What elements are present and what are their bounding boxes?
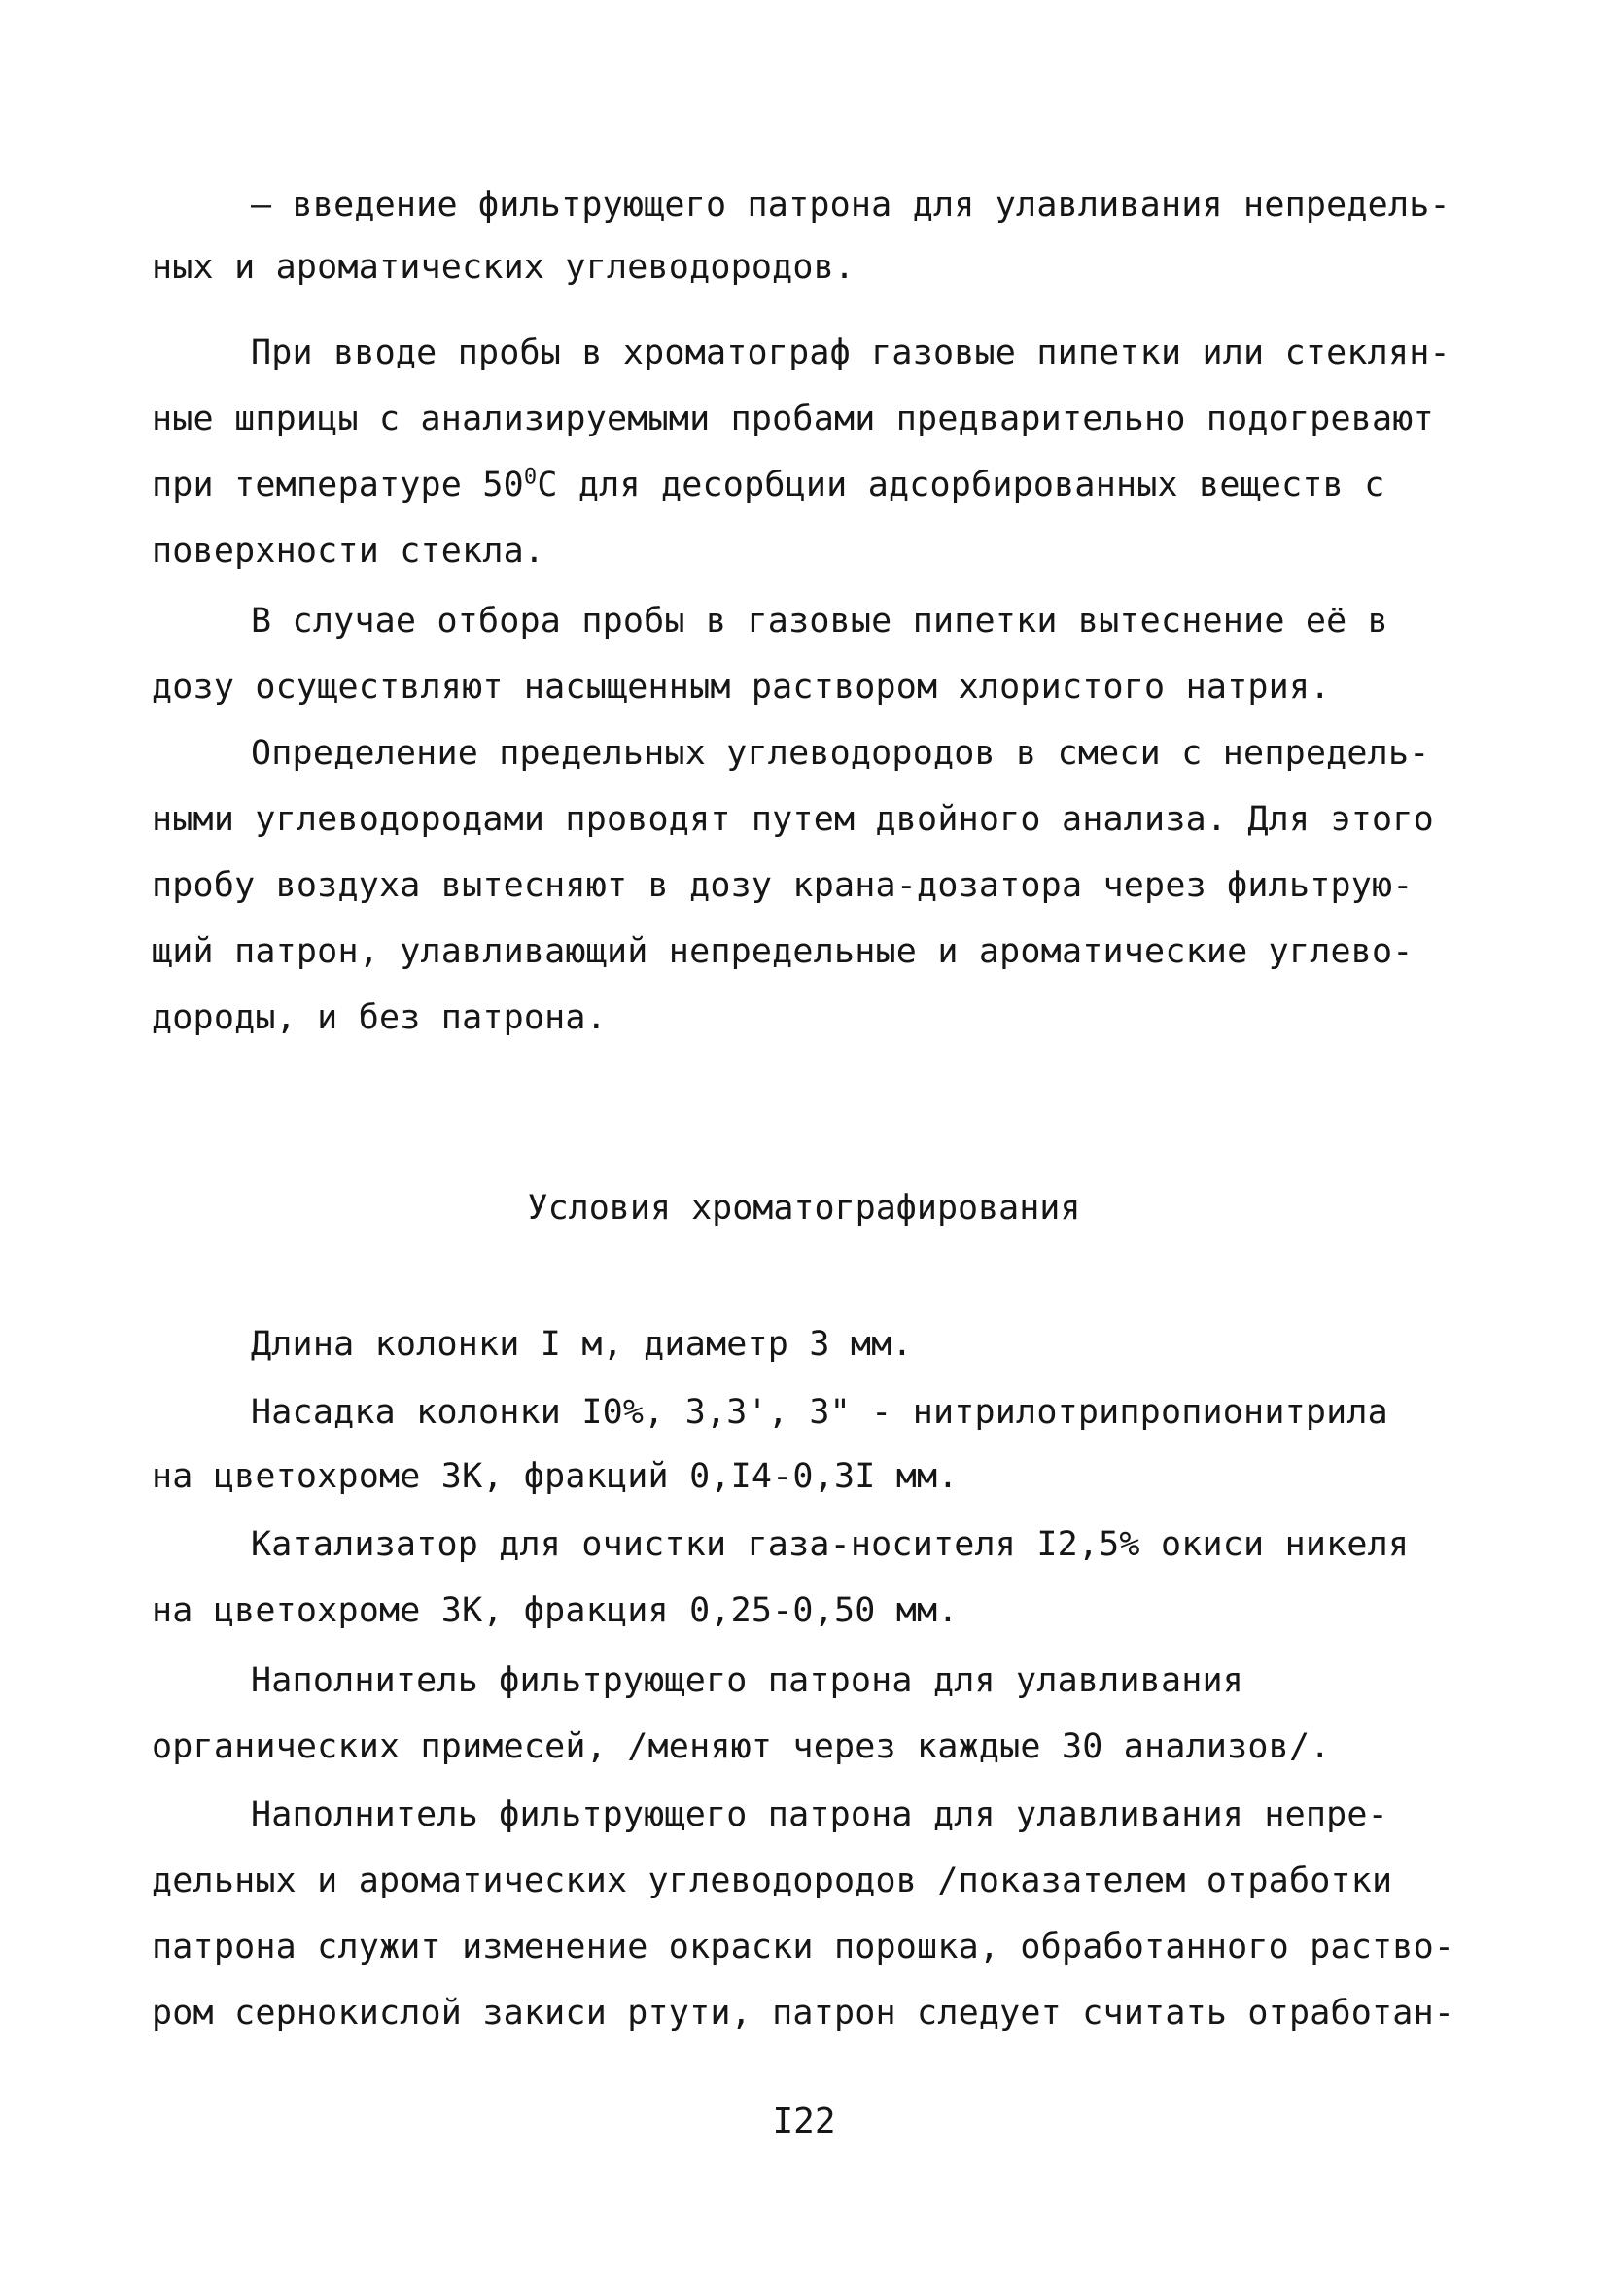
text-line: ных и ароматических углеводородов. xyxy=(152,248,856,287)
text-line-part: при температуре 50 xyxy=(152,466,524,504)
text-line: пробу воздуха вытесняют в дозу крана-дозатора через фильтрую- xyxy=(152,866,1414,905)
text-line: Насадка колонки I0%, 3,3', 3" - нитрилотрипропионитрила xyxy=(251,1393,1388,1432)
text-line-part: С для десорбции адсорбированных веществ с xyxy=(537,466,1385,504)
text-line: щий патрон, улавливающий непредельные и ароматические углево- xyxy=(152,932,1414,971)
text-line: ные шприцы с анализируемыми пробами предварительно подогревают xyxy=(152,400,1434,438)
text-line: на цветохроме 3К, фракция 0,25-0,50 мм. xyxy=(152,1591,959,1630)
degree-superscript: 0 xyxy=(523,465,538,490)
text-line: ром сернокислой закиси ртути, патрон следует считать отработан- xyxy=(152,1994,1455,2033)
text-line: При вводе пробы в хроматограф газовые пипетки или стеклян- xyxy=(251,333,1451,372)
text-line: – введение фильтрующего патрона для улавливания непредель- xyxy=(251,186,1451,225)
text-line: В случае отбора пробы в газовые пипетки вытеснение её в xyxy=(251,602,1388,641)
page-number: I22 xyxy=(772,2102,836,2141)
text-line: на цветохроме 3К, фракций 0,I4-0,3I мм. xyxy=(152,1457,959,1496)
text-line: Катализатор для очистки газа-носителя I2,5% окиси никеля xyxy=(251,1525,1410,1564)
text-line: ными углеводородами проводят путем двойного анализа. Для этого xyxy=(152,800,1434,839)
text-line: Наполнитель фильтрующего патрона для улавливания xyxy=(251,1661,1244,1700)
text-line: Наполнитель фильтрующего патрона для улавливания непре- xyxy=(251,1795,1388,1834)
text-line: органических примесей, /меняют через каждые 30 анализов/. xyxy=(152,1727,1331,1766)
text-line: поверхности стекла. xyxy=(152,532,545,571)
text-line: Определение предельных углеводородов в смеси с непредель- xyxy=(251,734,1430,773)
text-line: патрона служит изменение окраски порошка, обработанного раство- xyxy=(152,1928,1455,1966)
text-line xyxy=(152,463,1385,507)
section-heading: Условия хроматографирования xyxy=(527,1189,1081,1228)
text-line: дороды, и без патрона. xyxy=(152,998,607,1037)
text-line: дозу осуществляют насыщенным раствором хлористого натрия. xyxy=(152,668,1331,707)
text-line: Длина колонки I м, диаметр 3 мм. xyxy=(251,1325,913,1364)
text-line: дельных и ароматических углеводородов /показателем отработки xyxy=(152,1861,1393,1900)
